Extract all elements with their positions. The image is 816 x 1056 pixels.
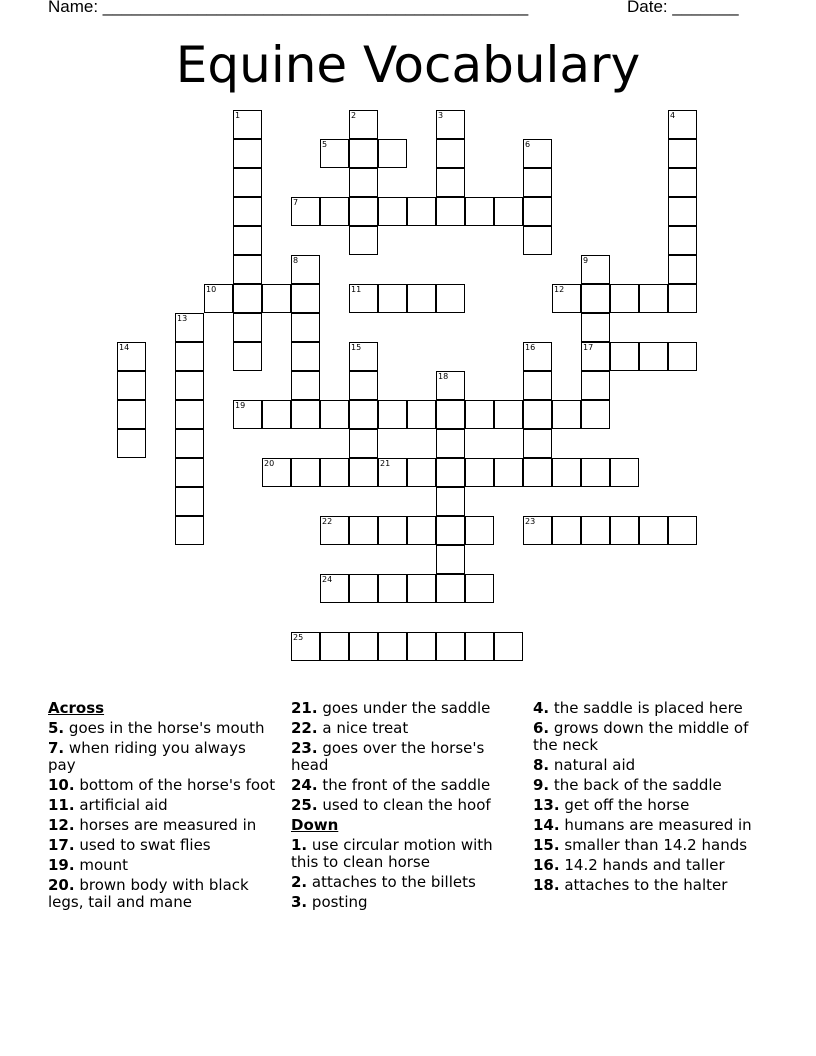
clue-across-24: 24. the front of the saddle xyxy=(291,776,491,794)
cell-number: 12 xyxy=(554,285,565,294)
grid-cell[interactable] xyxy=(552,516,581,545)
grid-cell[interactable] xyxy=(494,458,523,487)
grid-cell[interactable] xyxy=(523,516,552,545)
grid-cell[interactable] xyxy=(117,371,146,400)
cell-number: 24 xyxy=(322,575,333,584)
grid-cell[interactable] xyxy=(175,342,204,371)
grid-cell[interactable] xyxy=(639,284,668,313)
grid-cell[interactable] xyxy=(175,516,204,545)
date-line[interactable]: Date: _______ xyxy=(627,0,739,16)
grid-cell[interactable] xyxy=(262,400,291,429)
clue-across-12: 12. horses are measured in xyxy=(48,816,257,834)
grid-cell[interactable] xyxy=(494,400,523,429)
grid-cell[interactable] xyxy=(175,487,204,516)
clue-across-11: 11. artificial aid xyxy=(48,796,168,814)
grid-cell[interactable] xyxy=(349,400,378,429)
clue-down-1: 1. use circular motion with this to clean horse xyxy=(291,836,493,871)
grid-cell[interactable] xyxy=(291,197,320,226)
grid-cell[interactable] xyxy=(668,197,697,226)
cell-number: 22 xyxy=(322,517,333,526)
grid-cell[interactable] xyxy=(233,110,262,139)
grid-cell[interactable] xyxy=(436,400,465,429)
cell-number: 11 xyxy=(351,285,362,294)
cell-number: 9 xyxy=(583,256,589,265)
grid-cell[interactable] xyxy=(349,574,378,603)
grid-cell[interactable] xyxy=(465,458,494,487)
cell-number: 19 xyxy=(235,401,246,410)
clue-across-22: 22. a nice treat xyxy=(291,719,409,737)
clues-column-1 xyxy=(48,700,278,914)
grid-cell[interactable] xyxy=(523,400,552,429)
grid-cell[interactable] xyxy=(407,458,436,487)
grid-cell[interactable] xyxy=(320,197,349,226)
grid-cell[interactable] xyxy=(436,545,465,574)
grid-cell[interactable] xyxy=(407,632,436,661)
grid-cell[interactable] xyxy=(523,458,552,487)
grid-cell[interactable] xyxy=(378,284,407,313)
cell-number: 18 xyxy=(438,372,449,381)
grid-cell[interactable] xyxy=(668,226,697,255)
cell-number: 1 xyxy=(235,111,241,120)
grid-cell[interactable] xyxy=(465,632,494,661)
grid-cell[interactable] xyxy=(320,632,349,661)
grid-cell[interactable] xyxy=(204,284,233,313)
grid-cell[interactable] xyxy=(291,400,320,429)
grid-cell[interactable] xyxy=(320,400,349,429)
grid-cell[interactable] xyxy=(291,284,320,313)
grid-cell[interactable] xyxy=(552,458,581,487)
grid-cell[interactable] xyxy=(436,487,465,516)
clue-across-23: 23. goes over the horse's head xyxy=(291,739,485,774)
grid-cell[interactable] xyxy=(523,226,552,255)
clue-down-4: 4. the saddle is placed here xyxy=(533,699,743,717)
grid-cell[interactable] xyxy=(407,574,436,603)
grid-cell[interactable] xyxy=(523,371,552,400)
cell-number: 5 xyxy=(322,140,328,149)
grid-cell[interactable] xyxy=(523,197,552,226)
grid-cell[interactable] xyxy=(378,516,407,545)
grid-cell[interactable] xyxy=(581,284,610,313)
grid-cell[interactable] xyxy=(494,632,523,661)
cell-number: 4 xyxy=(670,111,676,120)
cell-number: 17 xyxy=(583,343,594,352)
clue-down-8: 8. natural aid xyxy=(533,756,636,774)
clue-down-16: 16. 14.2 hands and taller xyxy=(533,856,725,874)
grid-cell[interactable] xyxy=(610,284,639,313)
cell-number: 10 xyxy=(206,285,217,294)
cell-number: 20 xyxy=(264,459,275,468)
grid-cell[interactable] xyxy=(436,516,465,545)
grid-cell[interactable] xyxy=(349,284,378,313)
grid-cell[interactable] xyxy=(610,516,639,545)
grid-cell[interactable] xyxy=(639,342,668,371)
cell-number: 21 xyxy=(380,459,391,468)
grid-cell[interactable] xyxy=(233,139,262,168)
grid-cell[interactable] xyxy=(175,429,204,458)
grid-cell[interactable] xyxy=(581,313,610,342)
grid-cell[interactable] xyxy=(378,632,407,661)
grid-cell[interactable] xyxy=(349,516,378,545)
grid-cell[interactable] xyxy=(436,574,465,603)
grid-cell[interactable] xyxy=(465,574,494,603)
grid-cell[interactable] xyxy=(320,516,349,545)
grid-cell[interactable] xyxy=(233,226,262,255)
clues-column-3 xyxy=(533,700,773,897)
grid-cell[interactable] xyxy=(320,574,349,603)
cell-number: 14 xyxy=(119,343,130,352)
grid-cell[interactable] xyxy=(175,371,204,400)
grid-cell[interactable] xyxy=(436,168,465,197)
grid-cell[interactable] xyxy=(349,632,378,661)
grid-cell[interactable] xyxy=(668,139,697,168)
grid-cell[interactable] xyxy=(668,110,697,139)
grid-cell[interactable] xyxy=(349,168,378,197)
grid-cell[interactable] xyxy=(610,342,639,371)
grid-cell[interactable] xyxy=(523,429,552,458)
clue-across-5: 5. goes in the horse's mouth xyxy=(48,719,265,737)
grid-cell[interactable] xyxy=(668,255,697,284)
clue-across-25: 25. used to clean the hoof xyxy=(291,796,491,814)
grid-cell[interactable] xyxy=(581,400,610,429)
grid-cell[interactable] xyxy=(436,284,465,313)
clue-down-15: 15. smaller than 14.2 hands xyxy=(533,836,748,854)
clue-down-9: 9. the back of the saddle xyxy=(533,776,722,794)
grid-cell[interactable] xyxy=(523,342,552,371)
grid-cell[interactable] xyxy=(407,197,436,226)
grid-cell[interactable] xyxy=(494,197,523,226)
grid-cell[interactable] xyxy=(233,168,262,197)
cell-number: 25 xyxy=(293,633,304,642)
grid-cell[interactable] xyxy=(291,342,320,371)
page-title: Equine Vocabulary xyxy=(175,36,641,94)
grid-cell[interactable] xyxy=(175,400,204,429)
grid-cell[interactable] xyxy=(291,632,320,661)
grid-cell[interactable] xyxy=(175,458,204,487)
cell-number: 15 xyxy=(351,343,362,352)
grid-cell[interactable] xyxy=(639,516,668,545)
grid-cell[interactable] xyxy=(581,458,610,487)
grid-cell[interactable] xyxy=(378,574,407,603)
clue-down-14: 14. humans are measured in xyxy=(533,816,752,834)
grid-cell[interactable] xyxy=(465,197,494,226)
grid-cell[interactable] xyxy=(349,226,378,255)
grid-cell[interactable] xyxy=(436,371,465,400)
grid-cell[interactable] xyxy=(378,458,407,487)
cell-number: 3 xyxy=(438,111,444,120)
grid-cell[interactable] xyxy=(668,342,697,371)
grid-cell[interactable] xyxy=(349,110,378,139)
grid-cell[interactable] xyxy=(552,284,581,313)
grid-cell[interactable] xyxy=(436,110,465,139)
cell-number: 23 xyxy=(525,517,536,526)
cell-number: 2 xyxy=(351,111,357,120)
grid-cell[interactable] xyxy=(291,371,320,400)
clue-across-19: 19. mount xyxy=(48,856,129,874)
grid-cell[interactable] xyxy=(523,168,552,197)
grid-cell[interactable] xyxy=(581,255,610,284)
grid-cell[interactable] xyxy=(262,458,291,487)
grid-cell[interactable] xyxy=(291,255,320,284)
grid-cell[interactable] xyxy=(436,139,465,168)
clue-across-17: 17. used to swat flies xyxy=(48,836,211,854)
grid-cell[interactable] xyxy=(349,342,378,371)
grid-cell[interactable] xyxy=(291,458,320,487)
grid-cell[interactable] xyxy=(668,168,697,197)
grid-cell[interactable] xyxy=(233,284,262,313)
grid-cell[interactable] xyxy=(436,429,465,458)
grid-cell[interactable] xyxy=(117,429,146,458)
cell-number: 16 xyxy=(525,343,536,352)
grid-cell[interactable] xyxy=(233,255,262,284)
grid-cell[interactable] xyxy=(465,400,494,429)
clue-down-6: 6. grows down the middle of the neck xyxy=(533,719,749,754)
grid-cell[interactable] xyxy=(233,197,262,226)
grid-cell[interactable] xyxy=(552,400,581,429)
grid-cell[interactable] xyxy=(349,371,378,400)
clue-down-18: 18. attaches to the halter xyxy=(533,876,728,894)
cell-number: 8 xyxy=(293,256,299,265)
cell-number: 13 xyxy=(177,314,188,323)
grid-cell[interactable] xyxy=(581,371,610,400)
grid-cell[interactable] xyxy=(378,400,407,429)
grid-cell[interactable] xyxy=(349,139,378,168)
grid-cell[interactable] xyxy=(378,139,407,168)
grid-cell[interactable] xyxy=(407,516,436,545)
grid-cell[interactable] xyxy=(349,429,378,458)
grid-cell[interactable] xyxy=(233,400,262,429)
clue-across-7: 7. when riding you always pay xyxy=(48,739,246,774)
cell-number: 6 xyxy=(525,140,531,149)
grid-cell[interactable] xyxy=(262,284,291,313)
clue-across-21: 21. goes under the saddle xyxy=(291,699,491,717)
grid-cell[interactable] xyxy=(436,197,465,226)
grid-cell[interactable] xyxy=(349,458,378,487)
across-heading: Across xyxy=(48,699,105,717)
clue-across-20: 20. brown body with black legs, tail and mane xyxy=(48,876,249,911)
down-heading: Down xyxy=(291,816,339,834)
grid-cell[interactable] xyxy=(320,139,349,168)
grid-cell[interactable] xyxy=(291,313,320,342)
grid-cell[interactable] xyxy=(610,458,639,487)
grid-cell[interactable] xyxy=(465,516,494,545)
grid-cell[interactable] xyxy=(407,400,436,429)
grid-cell[interactable] xyxy=(233,313,262,342)
grid-cell[interactable] xyxy=(581,516,610,545)
grid-cell[interactable] xyxy=(523,139,552,168)
clue-down-13: 13. get off the horse xyxy=(533,796,690,814)
grid-cell[interactable] xyxy=(378,197,407,226)
clue-down-3: 3. posting xyxy=(291,893,368,911)
grid-cell[interactable] xyxy=(320,458,349,487)
cell-number: 7 xyxy=(293,198,299,207)
grid-cell[interactable] xyxy=(668,284,697,313)
grid-cell[interactable] xyxy=(233,342,262,371)
clue-down-2: 2. attaches to the billets xyxy=(291,873,476,891)
grid-cell[interactable] xyxy=(407,284,436,313)
grid-cell[interactable] xyxy=(117,400,146,429)
name-line[interactable]: Name: _____________________________________________ xyxy=(48,0,529,16)
grid-cell[interactable] xyxy=(668,516,697,545)
grid-cell[interactable] xyxy=(436,632,465,661)
grid-cell[interactable] xyxy=(436,458,465,487)
clue-across-10: 10. bottom of the horse's foot xyxy=(48,776,276,794)
grid-cell[interactable] xyxy=(175,313,204,342)
clues-column-2 xyxy=(291,700,521,914)
grid-cell[interactable] xyxy=(581,342,610,371)
grid-cell[interactable] xyxy=(117,342,146,371)
grid-cell[interactable] xyxy=(349,197,378,226)
